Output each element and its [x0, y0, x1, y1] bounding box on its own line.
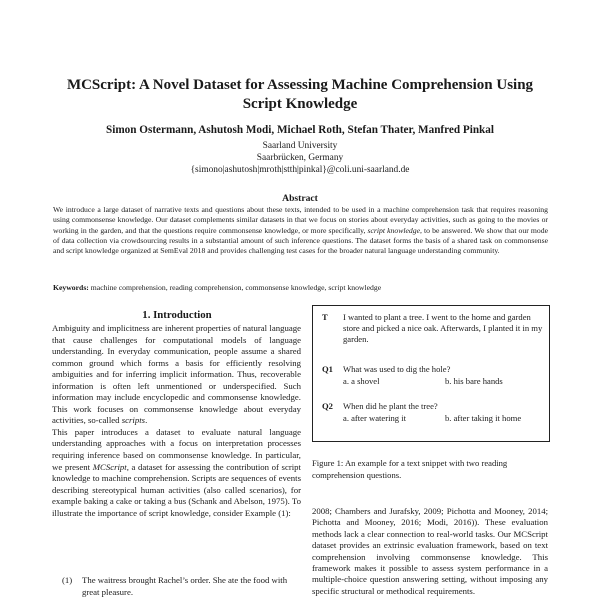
paper-title [40, 76, 560, 114]
intro-p1-text-1: Ambiguity and implicitness are inherent properties of natural language that cause challenges for computational models of language understanding. In everyday communication, people assume a shared common ground which forms a basis for efficiently resolving ambiguities and for inferring implicit information. Thus, recoverable information is often left unmentioned or underspecified. Such information may include encyclopedic and commonsense knowledge. This work focuses on commonsense knowledge about everyday activities, so-called [52, 323, 301, 426]
figure-text: I wanted to plant a tree. I went to the home and garden store and picked a nice oak. Afterwards, I planted it in my garden. [343, 312, 543, 345]
affiliation-location: Saarbrücken, Germany [256, 153, 344, 163]
abstract-body [53, 205, 548, 256]
figure-q1-answer-a: a. a shovel [343, 376, 380, 386]
intro-p1-text-2: . [145, 415, 148, 426]
abstract-emphasis: script knowledge [367, 225, 420, 235]
intro-column [52, 323, 301, 519]
figure-q1-label: Q1 [322, 364, 333, 374]
keywords-text: machine comprehension, reading comprehension, commonsense knowledge, script knowledge [88, 283, 382, 292]
example-number: (1) [62, 575, 73, 585]
intro-paragraph-2 [52, 427, 301, 519]
figure-1-box [312, 305, 550, 442]
section-heading-introduction: 1. Introduction [142, 309, 212, 321]
intro-p1-emphasis: scripts [121, 415, 146, 426]
intro-p2-emphasis: MCScript [92, 461, 127, 472]
title-line-2: Script Knowledge [242, 96, 358, 112]
intro-paragraph-1 [52, 323, 301, 427]
figure-q2-label: Q2 [322, 401, 333, 411]
abstract-heading: Abstract [282, 193, 318, 204]
keywords-label: Keywords: [53, 283, 89, 292]
author-list: Simon Ostermann, Ashutosh Modi, Michael Roth, Stefan Thater, Manfred Pinkal [106, 124, 494, 136]
figure-text-label: T [322, 312, 328, 322]
affiliation-email: {simono|ashutosh|mroth|stth|pinkal}@coli.uni-saarland.de [190, 165, 410, 175]
figure-q2-text: When did he plant the tree? [343, 401, 438, 411]
keywords-line [53, 283, 548, 292]
abstract-text-2: , to be answered. We show that our mode of data collection via crowdsourcing results in a substantial amount of such inference questions. The dataset forms the basis of a shared task on commonsense and script knowledge organized at SemEval 2018 and provides challenging test cases for the broader natural language understanding community. [53, 225, 549, 256]
figure-1-caption: Figure 1: An example for a text snippet with two reading comprehension questions. [312, 458, 508, 480]
figure-q1-answer-b: b. his bare hands [445, 376, 503, 386]
title-line-1: MCScript: A Novel Dataset for Assessing Machine Comprehension Using [66, 77, 534, 93]
right-column-paragraph: 2008; Chambers and Jurafsky, 2009; Pichotta and Mooney, 2014; Pichotta and Mooney, 2016; Modi, 2016)). These evaluation methods lack a clear connection to real-world tasks. Our MCScript dataset provides an extrinsic evaluation framework, based on text comprehension involving commonsense knowledge. This framework makes it possible to assess system performance in a multiple-choice question answering setting, without imposing any specific structural or methodical requirements. [312, 506, 548, 596]
figure-q2-answer-b: b. after taking it home [445, 413, 522, 423]
affiliation-university: Saarland University [262, 141, 338, 151]
intro-p2-text-1: This paper introduces a dataset to evaluate natural language understanding approaches with a focus on interpretation processes requiring inference based on commonsense knowledge. In particular, we present [52, 426, 301, 472]
figure-q2-answer-a: a. after watering it [343, 413, 406, 423]
intro-p2-text-2: , a dataset for assessing the contribution of script knowledge to machine comprehension. Scripts are sequences of events describing stereotypical human activities (also called scenarios), for example baking a cake or taking a bus (Schank and Abelson, 1975). To illustrate the importance of script knowledge, consider Example (1): [52, 461, 301, 518]
figure-q1-text: What was used to dig the hole? [343, 364, 451, 374]
abstract-text-1: We introduce a large dataset of narrative texts and questions about these texts, intended to be used in a machine comprehension task that requires reasoning using commonsense knowledge. Our dataset complements similar datasets in that we focus on stories about everyday activities, such as going to the movies or working in the garden, and that the questions require commonsense knowledge, or more specifically, [53, 205, 548, 235]
example-text: The waitress brought Rachel’s order. She ate the food with great pleasure. [82, 575, 288, 597]
